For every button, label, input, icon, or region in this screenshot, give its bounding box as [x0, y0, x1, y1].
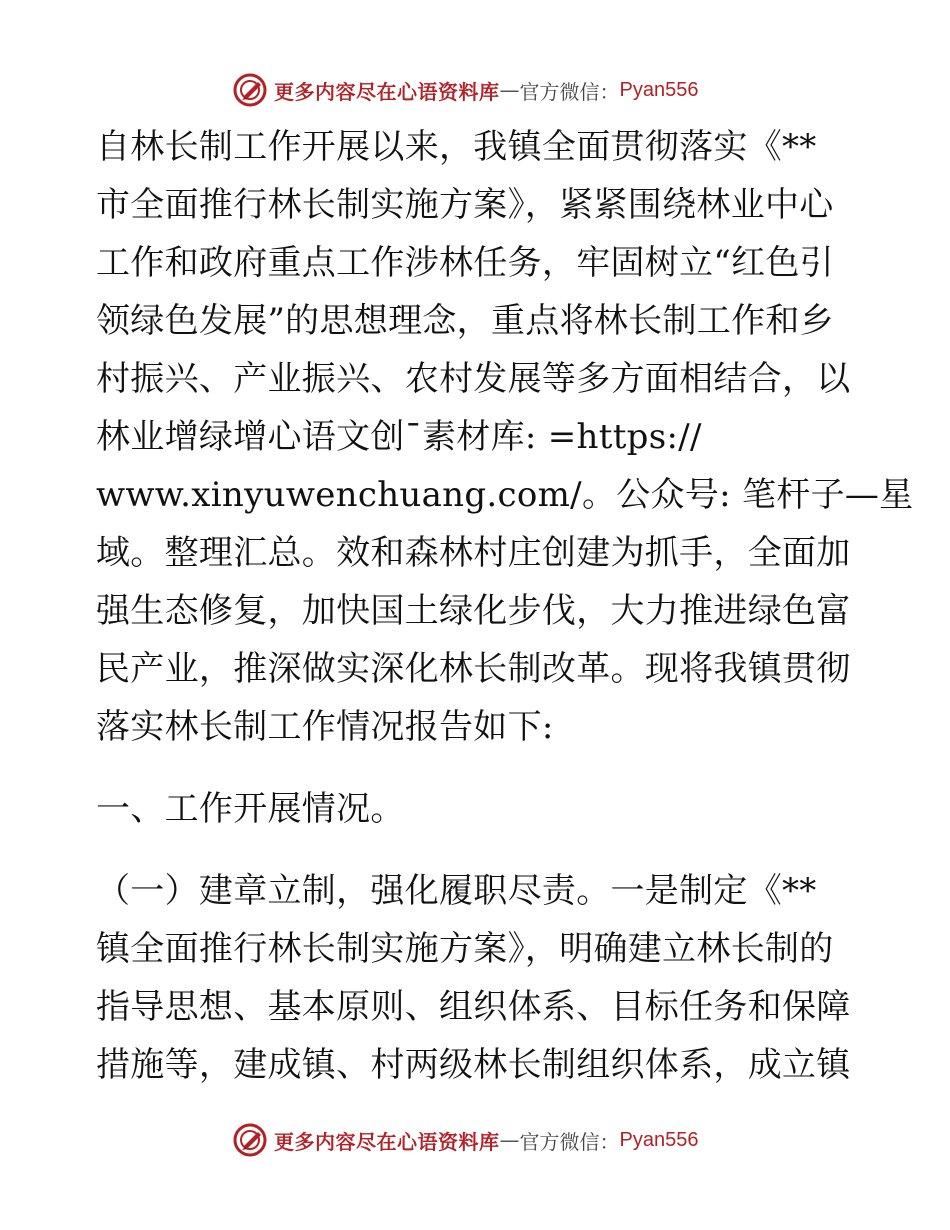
watermark-dash: —: [499, 78, 520, 102]
paragraph-section-1: [96, 862, 856, 1094]
text-line: （一）建章立制，强化履职尽责。一是制定《**: [96, 871, 817, 911]
text-line: 镇全面推行林长制实施方案》，明确建立林长制的: [96, 929, 834, 969]
header-watermark: [232, 70, 712, 110]
section-heading: 一、工作开展情况。: [96, 789, 405, 829]
text-line: 领绿色发展”的思想理念，重点将林长制工作和乡: [96, 301, 834, 341]
watermark-site-text: 更多内容尽在心语资料库: [274, 1129, 500, 1154]
text-line: 林业增绿增心语文创¯素材库: =https://: [96, 417, 702, 457]
text-line: 强生态修复，加快国土绿化步伐，大力推进绿色富: [96, 591, 851, 631]
text-line: 自林长制工作开展以来，我镇全面贯彻落实《**: [96, 127, 817, 167]
text-line: 村振兴、产业振兴、农村发展等多方面相结合，以: [96, 359, 851, 399]
watermark-wechat-id: Pyan556: [619, 78, 699, 101]
watermark-site-text: 更多内容尽在心语资料库: [274, 79, 500, 104]
paragraph-intro: [96, 118, 914, 756]
text-line: 指导思想、基本原则、组织体系、目标任务和保障: [96, 987, 851, 1027]
watermark-contact-label: 官方微信：: [519, 1129, 620, 1154]
text-line: 工作和政府重点工作涉林任务，牢固树立“红色引: [96, 243, 834, 283]
text-line: 落实林长制工作情况报告如下:: [96, 707, 554, 747]
watermark-contact-label: 官方微信：: [519, 79, 620, 104]
text-line: 措施等，建成镇、村两级林长制组织体系，成立镇: [96, 1045, 851, 1085]
text-line: 民产业，推深做实深化林长制改革。现将我镇贯彻: [96, 649, 851, 689]
logo-icon: [232, 1122, 268, 1158]
text-line: www.xinyuwenchuang.com/。公众号: 笔杆子—星: [96, 475, 914, 515]
document-body: [96, 118, 914, 1094]
text-line: 域。整理汇总。效和森林村庄创建为抓手，全面加: [96, 533, 851, 573]
watermark-wechat-id: Pyan556: [619, 1128, 699, 1151]
watermark-dash: —: [499, 1128, 520, 1152]
logo-icon: [232, 72, 268, 108]
footer-watermark: [232, 1120, 712, 1160]
text-line: 市全面推行林长制实施方案》，紧紧围绕林业中心: [96, 185, 834, 225]
